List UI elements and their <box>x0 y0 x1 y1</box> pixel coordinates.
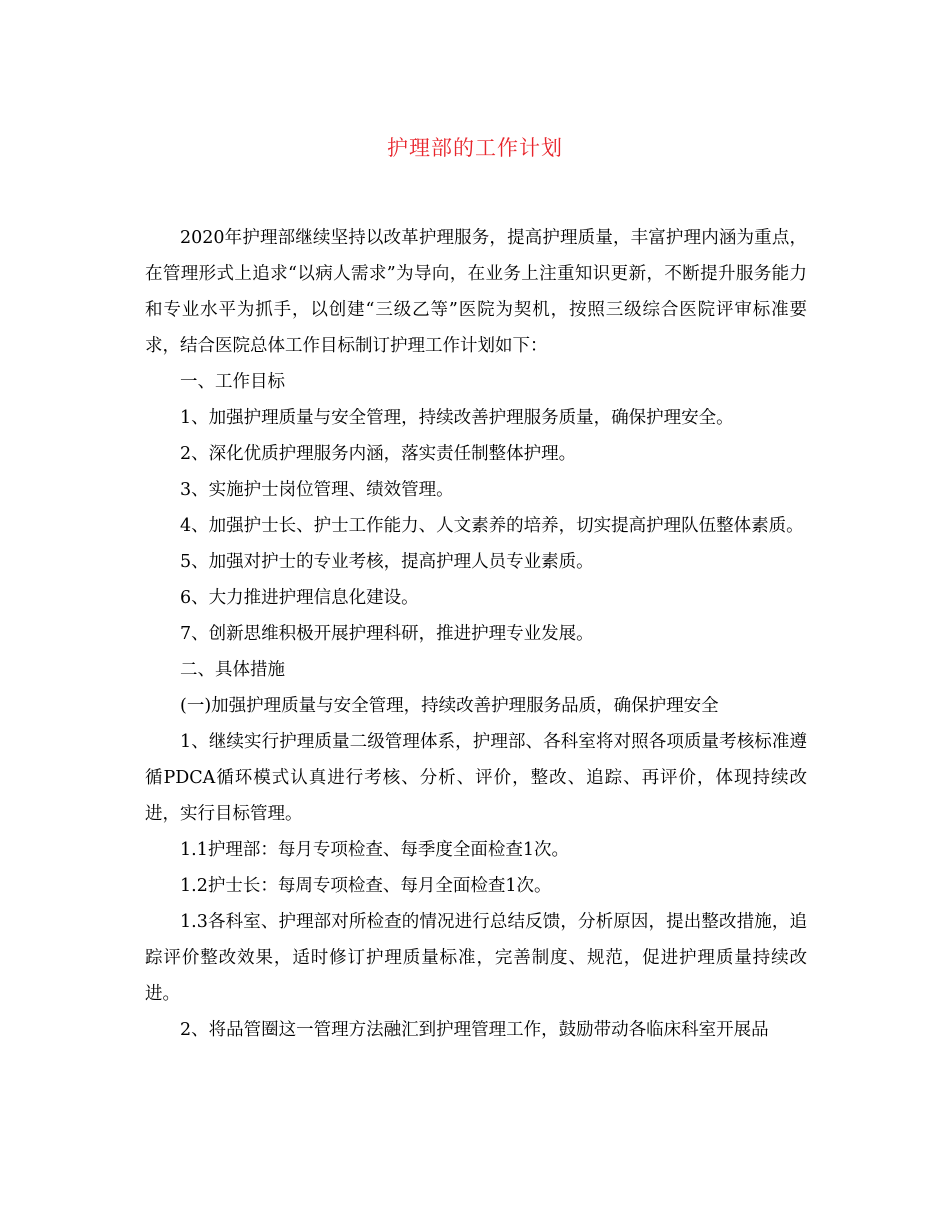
goal-item-6: 6、大力推进护理信息化建设。 <box>180 588 419 608</box>
paragraph-intro: 2020年护理部继续坚持以改革护理服务，提高护理质量，丰富护理内涵为重点，在管理形式上追求“以病人需求”为导向，在业务上注重知识更新，不断提升服务能力和专业水平为抓手，以创建“三级乙等”医院为契机，按照三级综合医院评审标准要求，结合医院总体工作目标制订护理工作计划如下： <box>145 228 807 356</box>
goal-item-1: 1、加强护理质量与安全管理，持续改善护理服务质量，确保护理安全。 <box>180 408 734 428</box>
measure-item-1-3: 1.3各科室、护理部对所检查的情况进行总结反馈，分析原因，提出整改措施，追踪评价整改效果，适时修订护理质量标准，完善制度、规范，促进护理质量持续改进。 <box>145 912 807 1004</box>
heading-measures: 二、具体措施 <box>180 660 285 680</box>
heading-goals: 一、工作目标 <box>180 372 285 392</box>
goal-item-4: 4、加强护士长、护士工作能力、人文素养的培养，切实提高护理队伍整体素质。 <box>180 516 804 536</box>
measure-item-2: 2、将品管圈这一管理方法融汇到护理管理工作，鼓励带动各临床科室开展品 <box>180 1020 769 1040</box>
document-title: 护理部的工作计划 <box>387 136 563 160</box>
goal-item-5: 5、加强对护士的专业考核，提高护理人员专业素质。 <box>180 552 594 572</box>
measure-item-1-2: 1.2护士长：每周专项检查、每月全面检查1次。 <box>180 876 552 896</box>
measure-subheading-1: (一)加强护理质量与安全管理，持续改善护理服务品质，确保护理安全 <box>180 696 719 716</box>
measure-item-1: 1、继续实行护理质量二级管理体系，护理部、各科室将对照各项质量考核标准遵循PDCA循环模式认真进行考核、分析、评价，整改、追踪、再评价，体现持续改进，实行目标管理。 <box>145 732 807 824</box>
document-body <box>145 220 807 1048</box>
measure-item-1-1: 1.1护理部：每月专项检查、每季度全面检查1次。 <box>180 840 569 860</box>
goal-item-2: 2、深化优质护理服务内涵，落实责任制整体护理。 <box>180 444 577 464</box>
goal-item-7: 7、创新思维积极开展护理科研，推进护理专业发展。 <box>180 624 594 644</box>
goal-item-3: 3、实施护士岗位管理、绩效管理。 <box>180 480 454 500</box>
